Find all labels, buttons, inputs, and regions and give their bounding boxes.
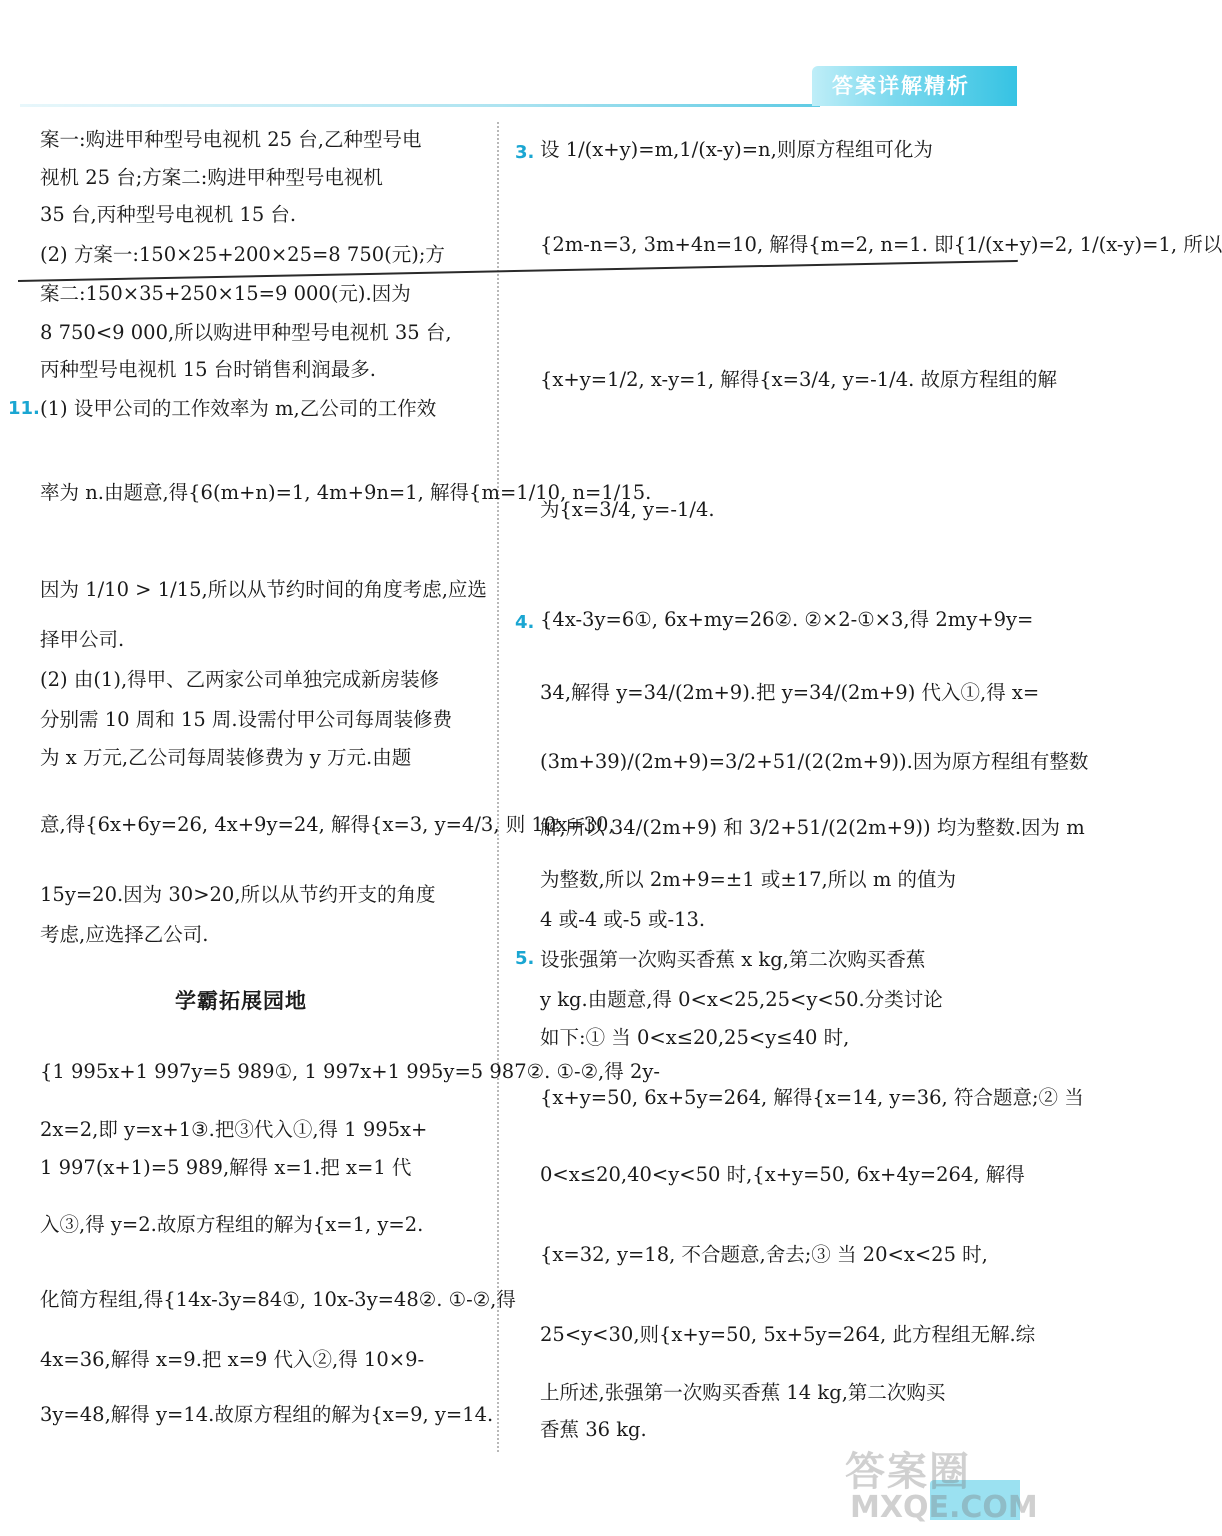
header-rule xyxy=(20,104,820,107)
text-line: {x+y=1/2, x-y=1, 解得{x=3/4, y=-1/4. 故原方程组的解 xyxy=(540,368,1058,391)
text-line: {x=32, y=18, 不合题意,舍去;③ 当 20<x<25 时, xyxy=(540,1243,988,1266)
text-line: 如下:① 当 0<x≤20,25<y≤40 时, xyxy=(540,1026,850,1049)
text-line: 化简方程组,得{14x-3y=84①, 10x-3y=48②. ①-②,得 xyxy=(40,1288,516,1311)
watermark-url: MXQE.COM xyxy=(850,1490,1038,1525)
text-line: 分别需 10 周和 15 周.设需付甲公司每周装修费 xyxy=(40,708,453,731)
text-line: 设张强第一次购买香蕉 x kg,第二次购买香蕉 xyxy=(540,948,926,971)
column-divider xyxy=(497,122,499,1452)
text-line: 4 或-4 或-5 或-13. xyxy=(540,908,706,931)
text-line: 为 x 万元,乙公司每周装修费为 y 万元.由题 xyxy=(40,746,412,769)
text-line: 34,解得 y=34/(2m+9).把 y=34/(2m+9) 代入①,得 x= xyxy=(540,681,1040,704)
text-line: 为整数,所以 2m+9=±1 或±17,所以 m 的值为 xyxy=(540,868,957,891)
text-line: 3y=48,解得 y=14.故原方程组的解为{x=9, y=14. xyxy=(40,1403,494,1426)
question-number: 4. xyxy=(515,612,535,633)
text-line: 25<y<30,则{x+y=50, 5x+5y=264, 此方程组无解.综 xyxy=(540,1323,1036,1346)
text-line: 上所述,张强第一次购买香蕉 14 kg,第二次购买 xyxy=(540,1381,946,1404)
text-line: {1 995x+1 997y=5 989①, 1 997x+1 995y=5 987②. ①-②,得 2y- xyxy=(40,1060,660,1083)
text-line: 案一:购进甲种型号电视机 25 台,乙种型号电 xyxy=(40,128,422,151)
text-line: 择甲公司. xyxy=(40,628,125,651)
text-line: 8 750<9 000,所以购进甲种型号电视机 35 台, xyxy=(40,321,452,344)
text-line: 丙种型号电视机 15 台时销售利润最多. xyxy=(40,358,376,381)
text-line: 入③,得 y=2.故原方程组的解为{x=1, y=2. xyxy=(40,1213,424,1236)
text-line: (2) 由(1),得甲、乙两家公司单独完成新房装修 xyxy=(40,668,440,691)
text-line: {4x-3y=6①, 6x+my=26②. ②×2-①×3,得 2my+9y= xyxy=(540,608,1034,631)
text-line: {2m-n=3, 3m+4n=10, 解得{m=2, n=1. 即{1/(x+y)=2, 1/(x-y)=1, 所以 xyxy=(540,233,1222,256)
question-number: 3. xyxy=(515,142,535,163)
text-line: 考虑,应选择乙公司. xyxy=(40,923,209,946)
text-line: 解,所以 34/(2m+9) 和 3/2+51/(2(2m+9)) 均为整数.因为 m xyxy=(540,816,1085,839)
question-number: 11. xyxy=(8,398,40,419)
section-title: 学霸拓展园地 xyxy=(175,989,307,1013)
text-line: {x+y=50, 6x+5y=264, 解得{x=14, y=36, 符合题意;② 当 xyxy=(540,1086,1084,1109)
text-line: (3m+39)/(2m+9)=3/2+51/(2(2m+9)).因为原方程组有整数 xyxy=(540,750,1089,773)
text-line: 视机 25 台;方案二:购进甲种型号电视机 xyxy=(40,166,383,189)
text-line: 35 台,丙种型号电视机 15 台. xyxy=(40,203,297,226)
text-line: 因为 1/10 > 1/15,所以从节约时间的角度考虑,应选 xyxy=(40,578,487,601)
text-line: 2x=2,即 y=x+1③.把③代入①,得 1 995x+ xyxy=(40,1118,428,1141)
text-line: y kg.由题意,得 0<x<25,25<y<50.分类讨论 xyxy=(540,988,943,1011)
text-line: 4x=36,解得 x=9.把 x=9 代入②,得 10×9- xyxy=(40,1348,425,1371)
text-line: 15y=20.因为 30>20,所以从节约开支的角度 xyxy=(40,883,436,906)
text-line: 香蕉 36 kg. xyxy=(540,1418,647,1441)
text-line: 设 1/(x+y)=m,1/(x-y)=n,则原方程组可化为 xyxy=(540,138,933,161)
text-line: 为{x=3/4, y=-1/4. xyxy=(540,498,715,521)
text-line: (2) 方案一:150×25+200×25=8 750(元);方 xyxy=(40,243,445,266)
question-number: 5. xyxy=(515,948,535,969)
text-line: 案二:150×35+250×15=9 000(元).因为 xyxy=(40,282,411,305)
watermark-logo: 答案圈 xyxy=(845,1449,971,1495)
text-line: (1) 设甲公司的工作效率为 m,乙公司的工作效 xyxy=(40,397,437,420)
header-title: 答案详解精析 xyxy=(832,74,970,98)
text-line: 1 997(x+1)=5 989,解得 x=1.把 x=1 代 xyxy=(40,1156,412,1179)
text-line: 意,得{6x+6y=26, 4x+9y=24, 解得{x=3, y=4/3, 则 10x=30, xyxy=(40,813,615,836)
text-line: 0<x≤20,40<y<50 时,{x+y=50, 6x+4y=264, 解得 xyxy=(540,1163,1025,1186)
text-line: 率为 n.由题意,得{6(m+n)=1, 4m+9n=1, 解得{m=1/10, n=1/15. xyxy=(40,481,652,504)
